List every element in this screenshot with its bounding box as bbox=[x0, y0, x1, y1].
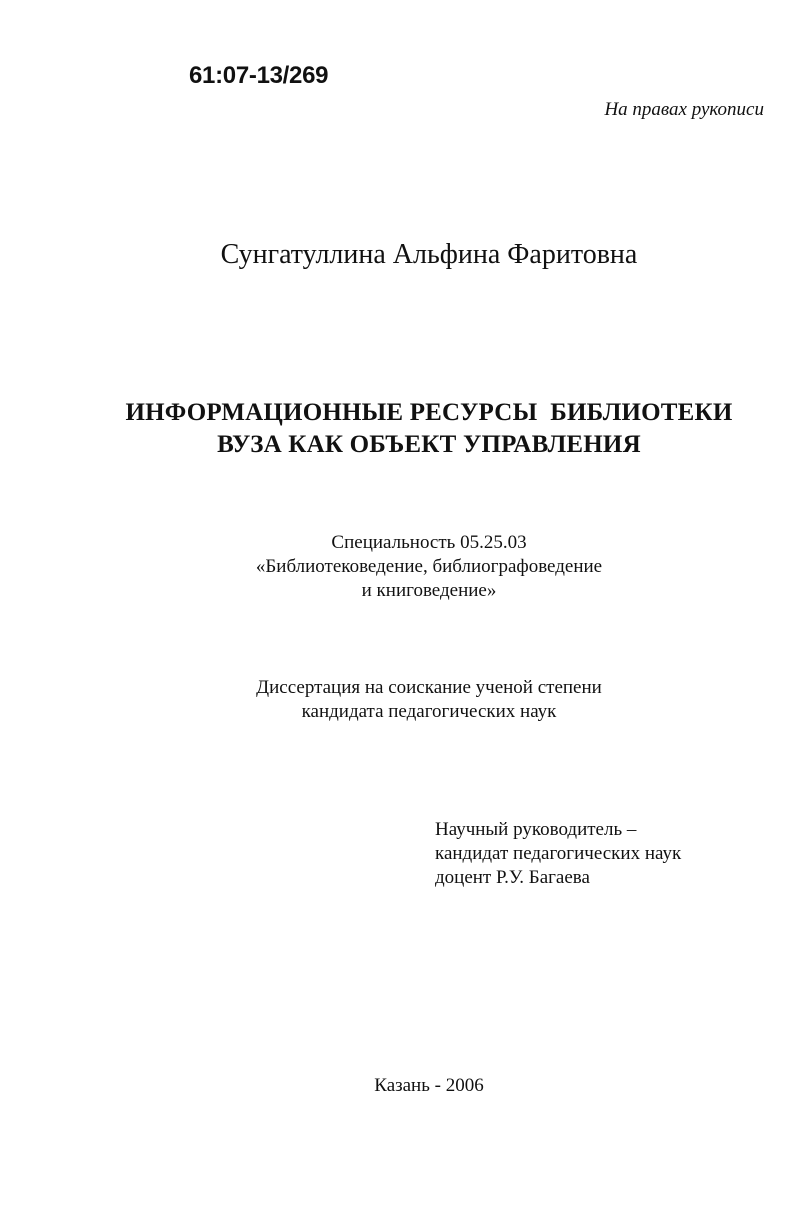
catalog-number: 61:07-13/269 bbox=[189, 62, 329, 89]
advisor-role: Научный руководитель – bbox=[435, 819, 637, 840]
title-line-1: ИНФОРМАЦИОННЫЕ РЕСУРСЫ БИБЛИОТЕКИ bbox=[125, 399, 733, 426]
advisor-block bbox=[435, 818, 681, 890]
specialty-name-line-2: и книговедение» bbox=[361, 580, 497, 601]
degree-line-2: кандидата педагогических наук bbox=[301, 701, 557, 722]
specialty-code: Специальность 05.25.03 bbox=[331, 532, 527, 553]
author-name: Сунгатуллина Альфина Фаритовна bbox=[220, 239, 638, 270]
advisor-degree: кандидат педагогических наук bbox=[435, 843, 682, 864]
specialty-block bbox=[0, 531, 796, 603]
specialty-name-line-1: «Библиотековедение, библиографоведение bbox=[255, 556, 603, 577]
advisor-name: доцент Р.У. Багаева bbox=[435, 867, 590, 888]
degree-line-1: Диссертация на соискание ученой степени bbox=[256, 677, 602, 698]
dissertation-title bbox=[0, 397, 796, 461]
city-year: Казань - 2006 bbox=[374, 1075, 484, 1096]
degree-block bbox=[0, 676, 796, 724]
title-line-2: ВУЗА КАК ОБЪЕКТ УПРАВЛЕНИЯ bbox=[217, 431, 641, 458]
rights-note: На правах рукописи bbox=[604, 99, 764, 120]
